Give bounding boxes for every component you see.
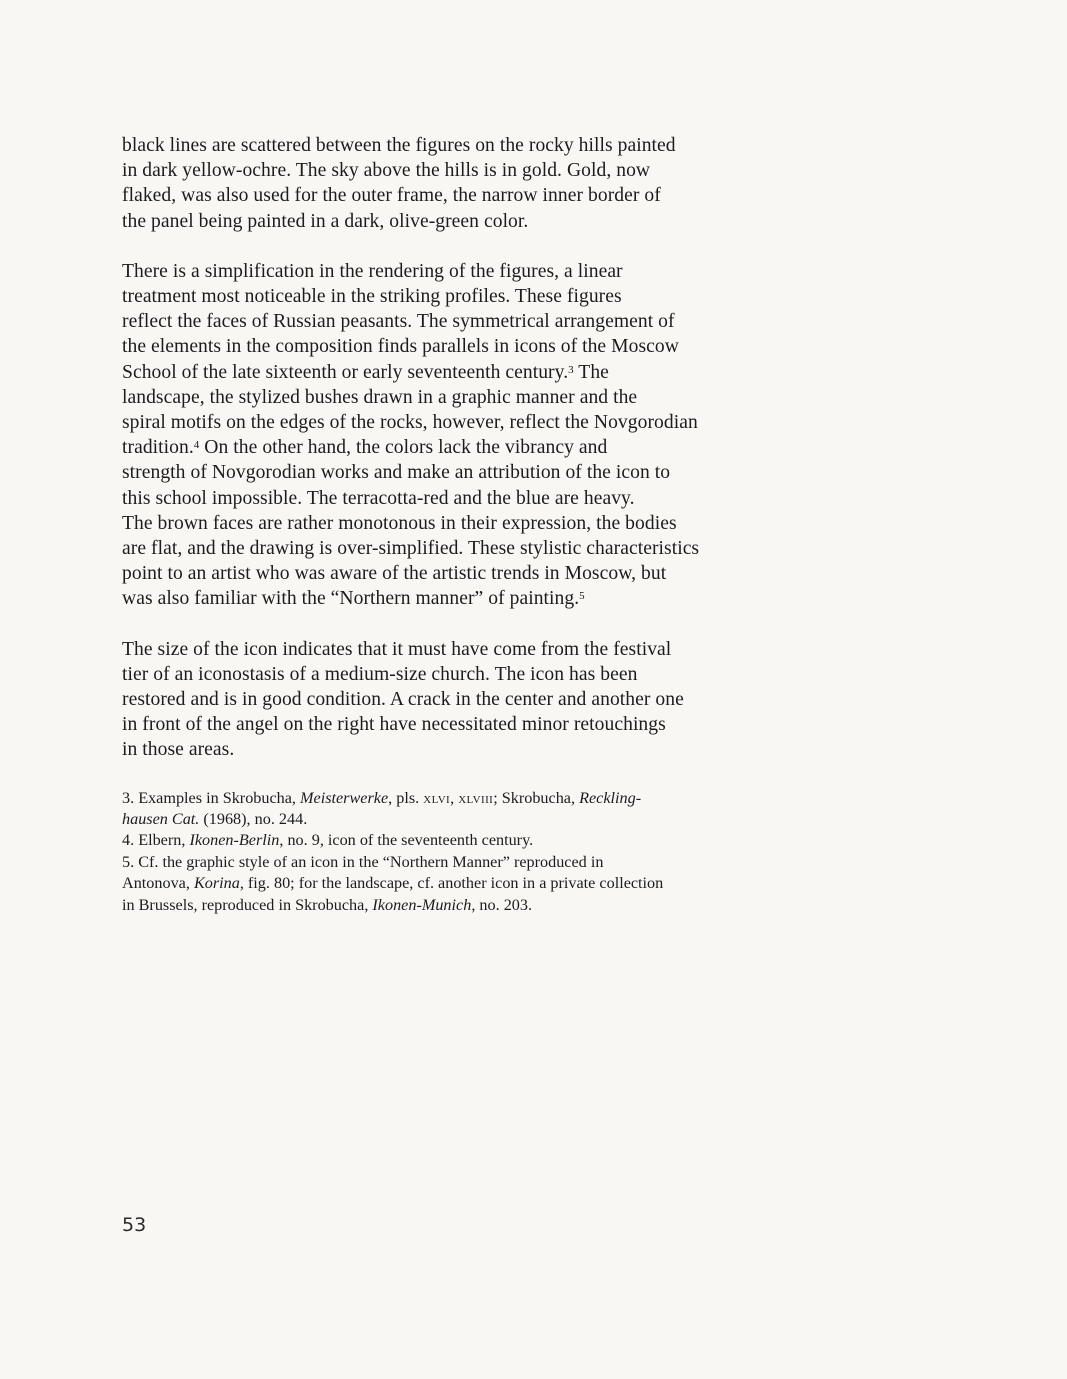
text-segment: tradition. [122,437,194,459]
italic-title: Meisterwerke [300,788,389,807]
text-line: tier of an iconostasis of a medium-size church. The icon has been [122,663,638,685]
footnote-line [122,809,802,830]
text-line: landscape, the stylized bushes drawn in a graphic manner and the [122,386,638,408]
text-segment: The [573,361,609,383]
footnote-3 [122,788,802,831]
text-segment: was also familiar with the “Northern manner” of painting. [122,588,580,610]
text-line: this school impossible. The terracotta-red and the blue are heavy. [122,487,635,509]
italic-title: Ikonen-Munich [372,895,472,914]
text-line: treatment most noticeable in the striking profiles. These figures [122,286,622,308]
text-segment: (1968), no. 244. [199,810,308,829]
text-line: The brown faces are rather monotonous in their expression, the bodies [122,512,677,534]
text-line: spiral motifs on the edges of the rocks, however, reflect the Novgorodian [122,412,698,434]
text-line: flaked, was also used for the outer frame, the narrow inner border of [122,185,661,207]
text-segment: , no. 203. [471,895,533,914]
text-segment: 4. Elbern, [122,831,190,850]
footnote-5 [122,852,802,916]
text-segment: School of the late sixteenth or early seventeenth century. [122,361,569,383]
text-line [122,360,802,385]
text-line [122,586,802,611]
footnote-line [122,895,802,916]
footnotes [122,788,802,916]
italic-title: Ikonen-Berlin [189,831,280,850]
footnote-line [122,873,802,894]
text-segment: , pls. [388,788,424,807]
text-line: in front of the angel on the right have necessitated minor retouchings [122,714,666,736]
italic-title: Reckling- [579,788,642,807]
text-segment: , no. 9, icon of the seventeenth century. [279,831,534,850]
text-line: restored and is in good condition. A crack in the center and another one [122,689,684,711]
paragraph-2 [122,259,802,612]
plate-number: xlviii [458,788,494,807]
plate-number: xlvi [423,788,451,807]
text-line: are flat, and the drawing is over-simplified. These stylistic characteristics [122,538,700,560]
text-line: strength of Novgorodian works and make an attribution of the icon to [122,462,671,484]
text-line: point to an artist who was aware of the artistic trends in Moscow, but [122,563,667,585]
text-segment: ; Skrobucha, [493,788,580,807]
text-line: in dark yellow-ochre. The sky above the hills is in gold. Gold, now [122,160,651,182]
paragraph-3 [122,637,802,763]
footnote-4 [122,830,802,851]
footnote-ref-5[interactable]: 5 [579,590,585,603]
text-line: the elements in the composition finds parallels in icons of the Moscow [122,336,679,358]
italic-title: hausen Cat. [122,810,200,829]
paragraph-1 [122,133,802,234]
text-line: The size of the icon indicates that it must have come from the festival [122,638,672,660]
text-segment: in Brussels, reproduced in Skrobucha, [122,895,373,914]
footnote-ref-3[interactable]: 3 [568,363,574,376]
text-segment: Antonova, [122,874,194,893]
text-segment: On the other hand, the colors lack the vibrancy and [199,437,608,459]
text-line [122,435,802,460]
text-line: reflect the faces of Russian peasants. The symmetrical arrangement of [122,311,675,333]
footnote-line [122,788,802,809]
text-segment: 3. Examples in Skrobucha, [122,788,301,807]
text-line: in those areas. [122,739,235,761]
footnote-line: 5. Cf. the graphic style of an icon in the “Northern Manner” reproduced in [122,852,604,871]
text-line: the panel being painted in a dark, olive-green color. [122,210,529,232]
text-segment: , fig. 80; for the landscape, cf. another icon in a private collection [239,874,664,893]
text-segment: , [450,788,459,807]
text-line: black lines are scattered between the figures on the rocky hills painted [122,135,676,156]
text-line: There is a simplification in the rendering of the figures, a linear [122,260,623,282]
page-number: 53 [122,1214,147,1236]
footnote-line [122,830,802,851]
page-body [122,133,802,916]
italic-title: Korina [193,874,240,893]
footnote-ref-4[interactable]: 4 [193,439,200,452]
